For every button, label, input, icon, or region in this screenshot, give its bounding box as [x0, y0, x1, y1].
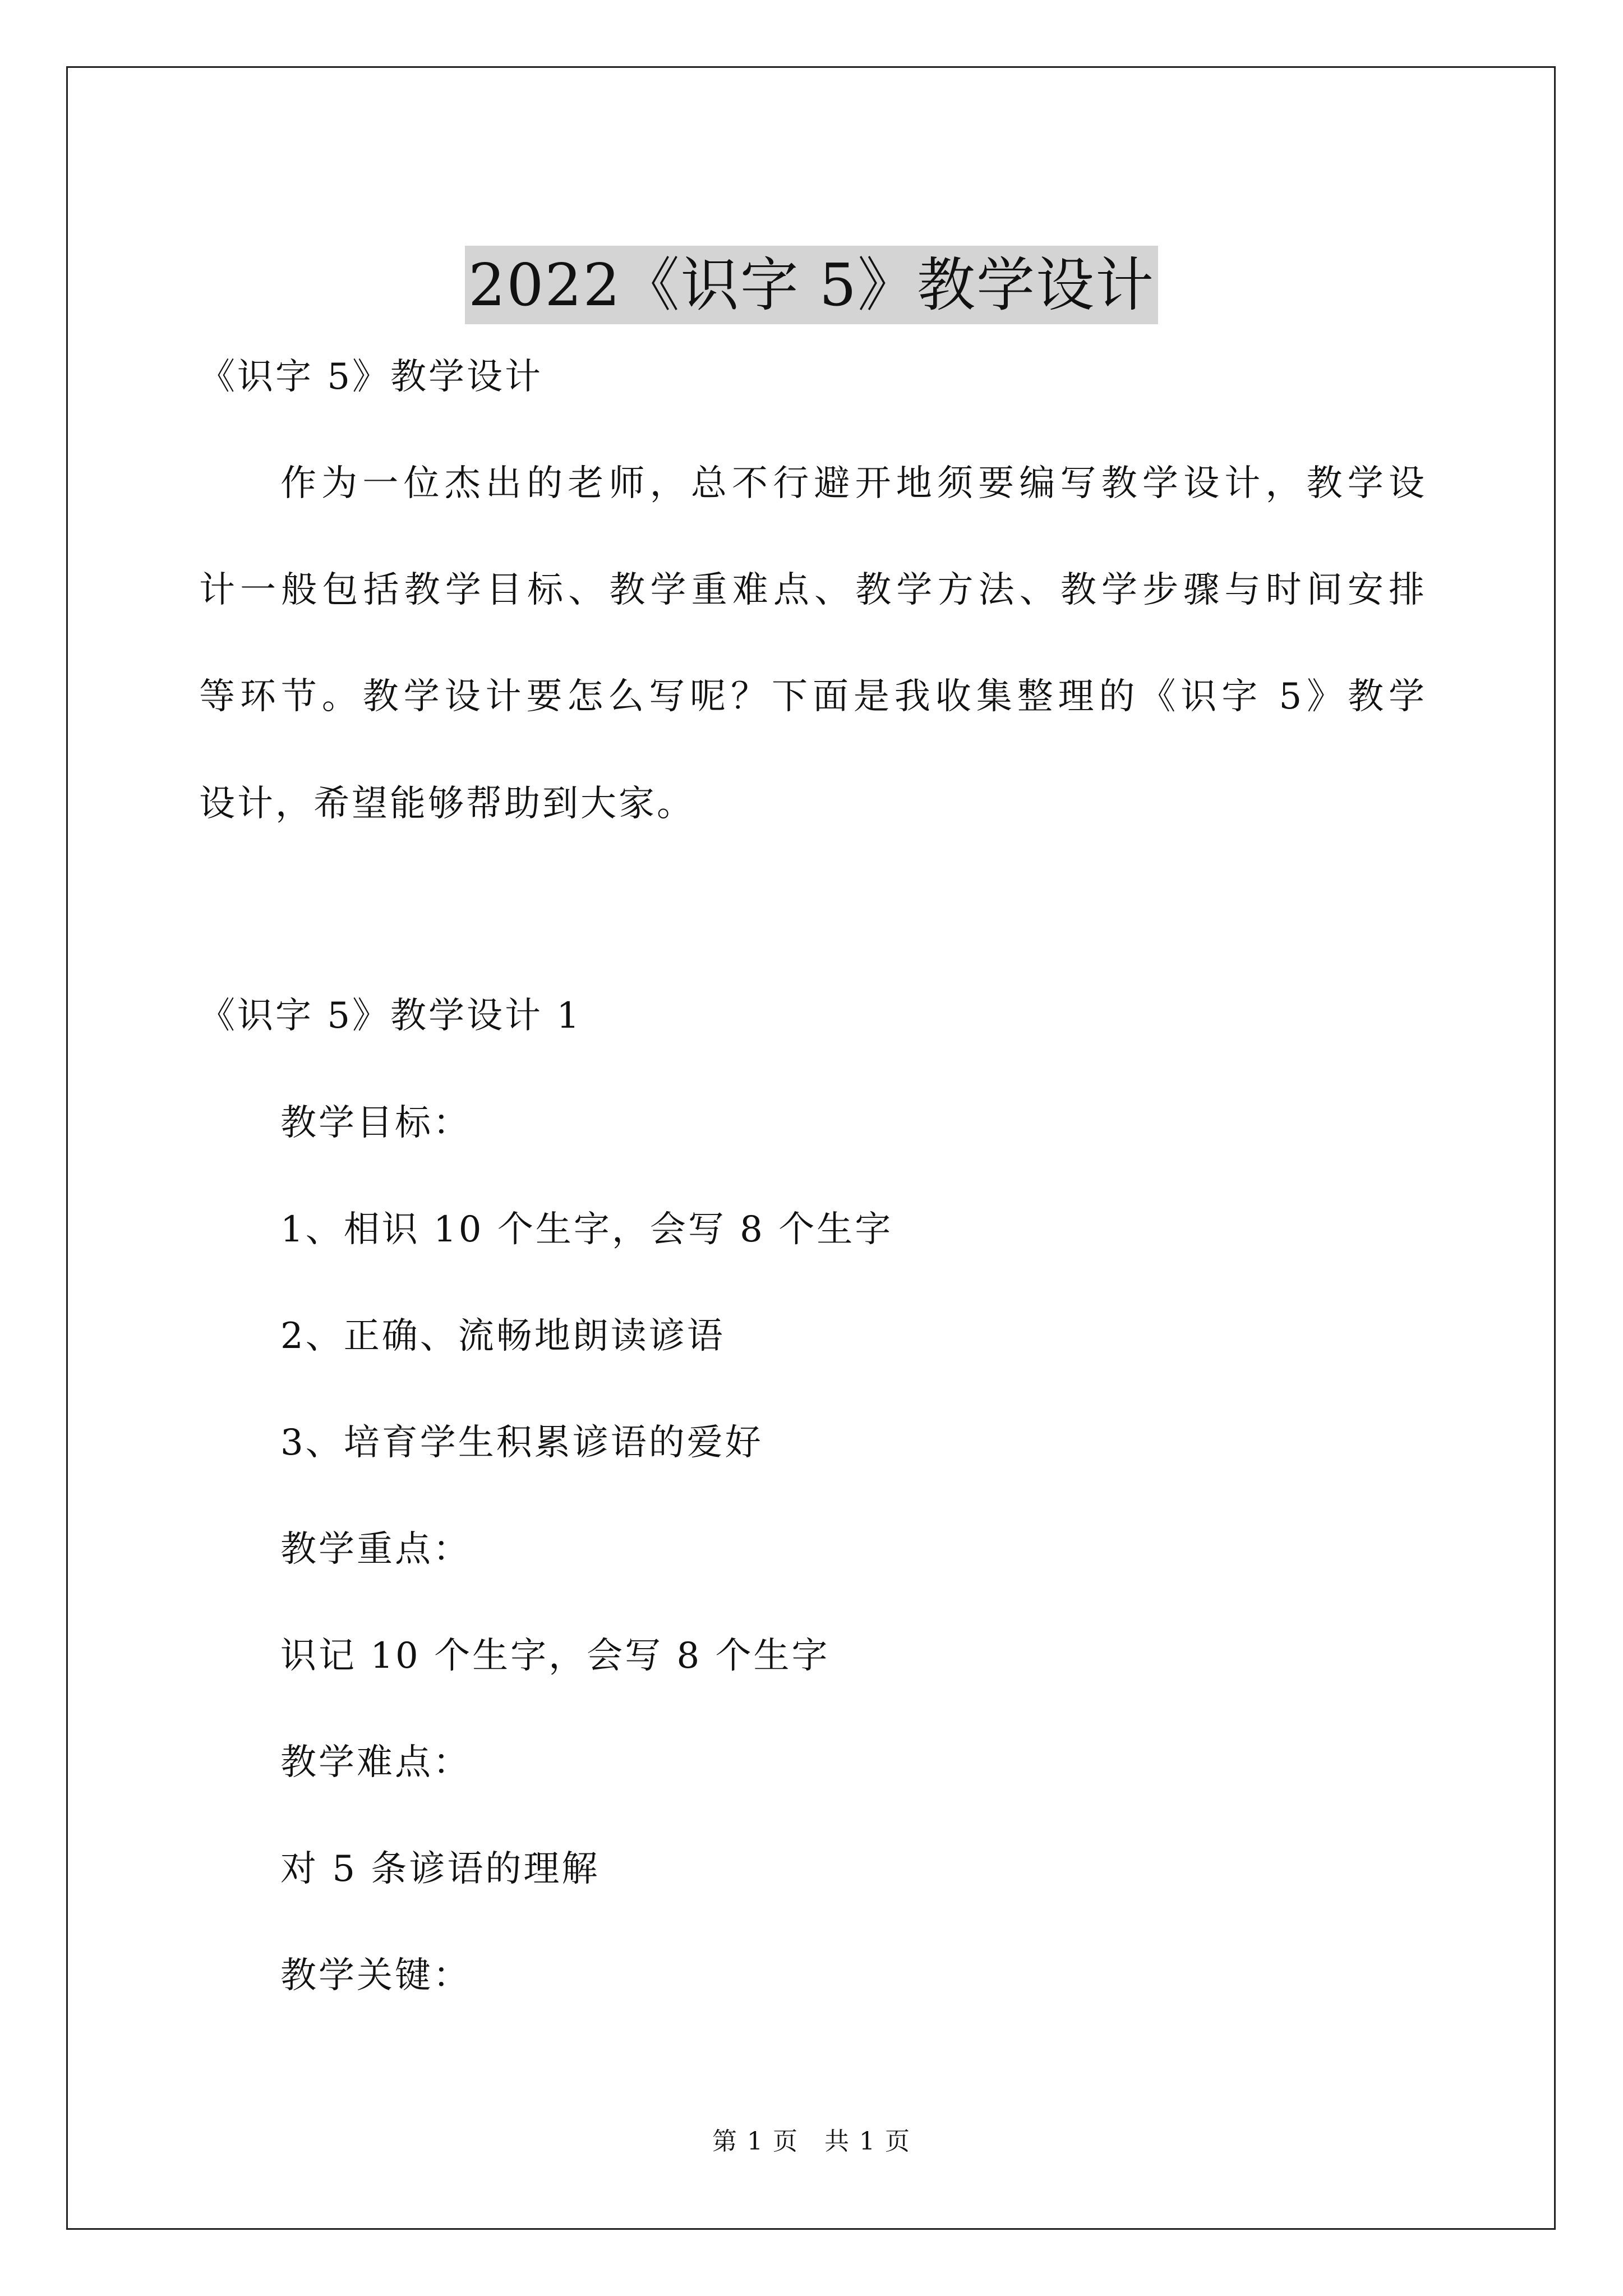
- intro-line-3: 等环节。教学设计要怎么写呢？下面是我收集整理的《识字 5》教学: [199, 676, 1424, 717]
- difficulty-label: 教学难点：: [280, 1742, 471, 1783]
- objective-item-3: 3、培育学生积累谚语的爱好: [280, 1422, 763, 1464]
- intro-line-2: 计一般包括教学目标、教学重难点、教学方法、教学步骤与时间安排: [199, 569, 1424, 611]
- key-points-label: 教学重点：: [280, 1529, 471, 1570]
- title-container: [0, 206, 1623, 363]
- key-points-text: 识记 10 个生字，会写 8 个生字: [280, 1635, 830, 1677]
- section-heading: 《识字 5》教学设计 1: [199, 995, 582, 1037]
- key-link-label: 教学关键：: [280, 1955, 471, 1996]
- intro-line-4: 设计，希望能够帮助到大家。: [199, 783, 695, 825]
- difficulty-text: 对 5 条谚语的理解: [280, 1848, 600, 1890]
- subheading: 《识字 5》教学设计: [199, 356, 543, 398]
- objectives-label: 教学目标：: [280, 1102, 471, 1144]
- page-footer: 第 1 页 共 1 页: [712, 2127, 911, 2156]
- objective-item-2: 2、正确、流畅地朗读谚语: [280, 1315, 725, 1357]
- document-title: 2022《识字 5》教学设计: [465, 246, 1158, 324]
- intro-line-1: 作为一位杰出的老师，总不行避开地须要编写教学设计，教学设: [280, 463, 1424, 504]
- objective-item-1: 1、相识 10 个生字，会写 8 个生字: [280, 1209, 893, 1250]
